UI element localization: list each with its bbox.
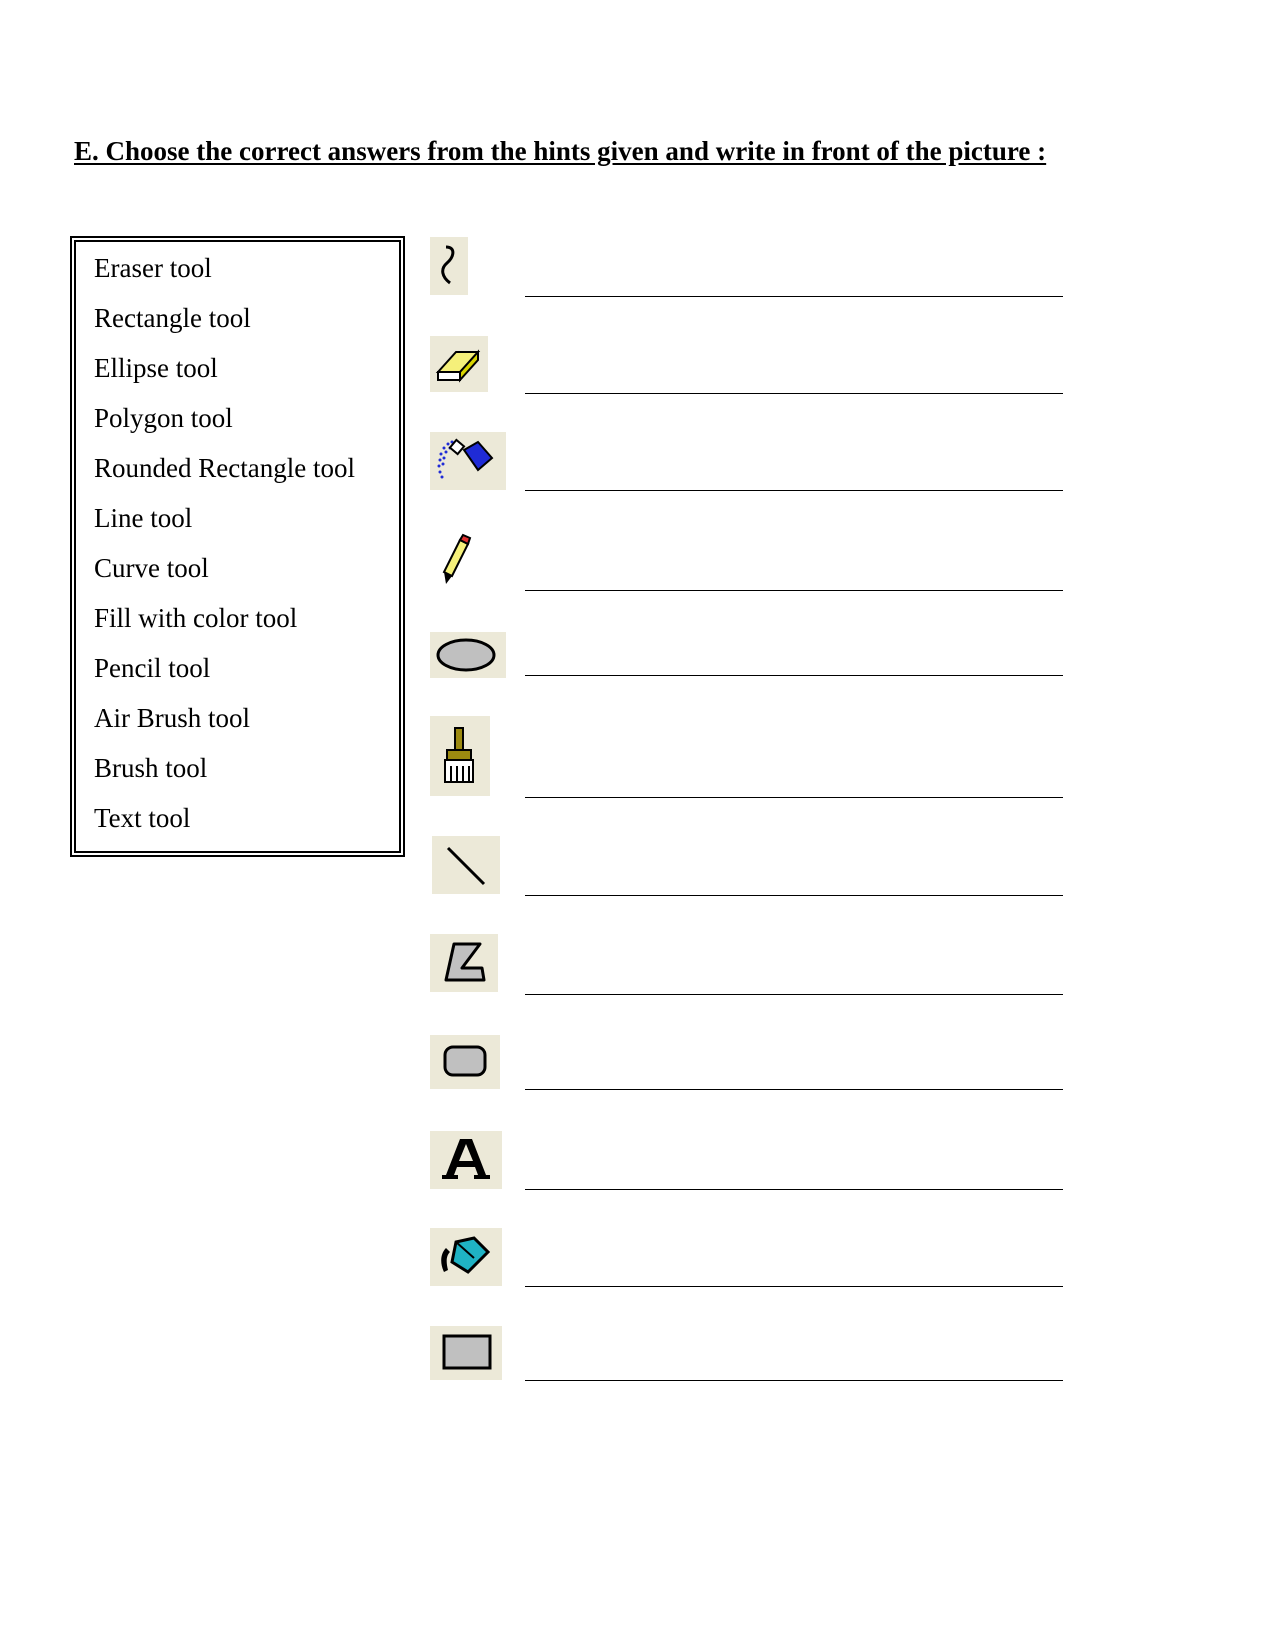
hints-list [94, 251, 355, 851]
hint-item: Rectangle tool [94, 303, 251, 333]
polygon-icon [430, 934, 498, 992]
curve-icon [430, 237, 468, 295]
hint-item: Curve tool [94, 553, 209, 583]
exercise-heading: E. Choose the correct answers from the hints given and write in front of the picture : [74, 136, 1047, 166]
rounded-rectangle-icon [430, 1035, 500, 1089]
hint-item: Fill with color tool [94, 603, 298, 633]
rectangle-icon [430, 1326, 502, 1380]
hint-item: Rounded Rectangle tool [94, 453, 355, 483]
hint-item: Eraser tool [94, 253, 212, 283]
brush-icon [430, 716, 490, 796]
airbrush-icon [430, 432, 506, 490]
hint-item: Brush tool [94, 753, 208, 783]
line-icon [432, 836, 500, 894]
hint-item: Ellipse tool [94, 353, 218, 383]
hint-item: Text tool [94, 803, 191, 833]
ellipse-icon [430, 632, 506, 678]
answer-line[interactable] [525, 675, 1063, 676]
answer-line[interactable] [525, 490, 1063, 491]
answer-line[interactable] [525, 1286, 1063, 1287]
answer-line[interactable] [525, 590, 1063, 591]
answer-line[interactable] [525, 1089, 1063, 1090]
fill-with-color-icon [430, 1228, 502, 1286]
text-icon [430, 1131, 502, 1189]
eraser-icon [430, 336, 488, 392]
answer-line[interactable] [525, 797, 1063, 798]
answer-line[interactable] [525, 1380, 1063, 1381]
answer-line[interactable] [525, 393, 1063, 394]
hint-item: Pencil tool [94, 653, 211, 683]
hint-item: Air Brush tool [94, 703, 251, 733]
answer-line[interactable] [525, 994, 1063, 995]
answer-line[interactable] [525, 895, 1063, 896]
hints-box [70, 236, 405, 857]
answer-line[interactable] [525, 1189, 1063, 1190]
pencil-icon [430, 530, 494, 590]
hint-item: Line tool [94, 503, 193, 533]
hint-item: Polygon tool [94, 403, 233, 433]
answer-line[interactable] [525, 296, 1063, 297]
